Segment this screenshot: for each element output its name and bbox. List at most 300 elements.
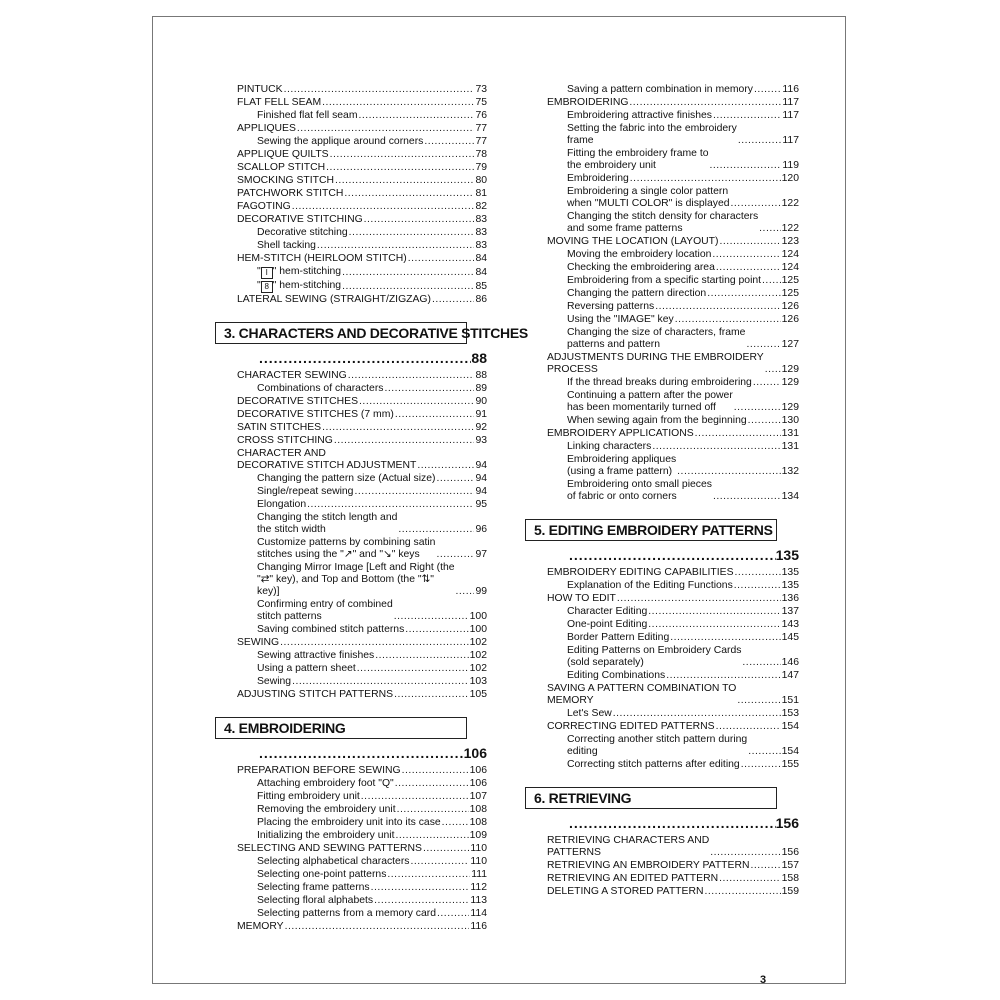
leader-dots — [284, 84, 475, 96]
entry-page-number: 102 — [469, 650, 487, 661]
toc-entry[interactable] — [547, 645, 799, 669]
leader-dots — [397, 804, 469, 816]
leader-dots — [335, 175, 474, 187]
leader-dots — [735, 567, 781, 579]
entry-title — [567, 148, 709, 172]
entry-page-number: 159 — [781, 886, 799, 897]
leader-dots — [292, 676, 469, 688]
leader-dots — [259, 745, 464, 761]
leader-dots — [349, 227, 475, 239]
entry-page-number: 102 — [469, 637, 487, 648]
entry-title: SATIN STITCHES — [237, 422, 322, 433]
entry-title: PREPARATION BEFORE SEWING — [237, 765, 401, 776]
entry-title-line: (sold separately) — [567, 657, 644, 668]
entry-page-number: 126 — [781, 314, 799, 325]
toc-entry[interactable] — [237, 214, 487, 226]
entry-title: Using a pattern sheet — [257, 663, 356, 674]
leader-dots — [677, 466, 780, 478]
entry-page-number: 117 — [782, 135, 799, 146]
entry-page-number: 83 — [475, 214, 487, 225]
toc-entry[interactable] — [547, 173, 799, 185]
entry-title-line: the embroidery unit — [567, 160, 656, 171]
toc-entry[interactable] — [237, 227, 487, 239]
toc-entry[interactable] — [237, 97, 487, 109]
entry-title-line: has been momentarily turned off — [567, 402, 716, 413]
entry-title-line: of fabric or onto corners — [567, 491, 677, 502]
entry-title — [567, 479, 712, 503]
leader-dots — [738, 135, 782, 147]
entry-title: Selecting alphabetical characters — [257, 856, 410, 867]
toc-entry[interactable] — [547, 835, 799, 859]
toc-entry[interactable] — [237, 843, 487, 855]
leader-dots — [387, 869, 470, 881]
entry-title-line: and some frame patterns — [567, 223, 683, 234]
toc-entry[interactable] — [237, 676, 487, 688]
entry-title: MEMORY — [237, 921, 284, 932]
toc-entry[interactable] — [547, 721, 799, 733]
entry-title: CHARACTER SEWING — [237, 370, 347, 381]
entry-page-number: 83 — [475, 240, 487, 251]
entry-page-number: 80 — [475, 175, 487, 186]
toc-group — [547, 835, 799, 898]
toc-entry[interactable] — [237, 486, 487, 498]
leader-dots — [326, 162, 474, 174]
entry-title — [567, 186, 730, 210]
entry-page-number: 132 — [781, 466, 799, 477]
toc-entry[interactable] — [237, 817, 487, 829]
toc-entry[interactable] — [547, 580, 799, 592]
entry-page-number: 102 — [469, 663, 487, 674]
toc-entry[interactable] — [237, 280, 487, 293]
key-icon: 8 — [261, 281, 273, 293]
leader-dots — [741, 759, 781, 771]
entry-page-number: 147 — [781, 670, 799, 681]
toc-entry[interactable] — [237, 201, 487, 213]
entry-title — [567, 390, 733, 414]
toc-entry[interactable] — [547, 759, 799, 771]
toc-entry[interactable] — [237, 804, 487, 816]
entry-title: SMOCKING STITCH — [237, 175, 334, 186]
entry-title: Finished flat fell seam — [257, 110, 358, 121]
toc-entry[interactable] — [547, 211, 799, 235]
toc-entry[interactable] — [237, 370, 487, 382]
entry-title-line: Embroidering a single color pattern — [567, 186, 729, 197]
toc-group — [237, 765, 487, 933]
leader-dots — [695, 428, 781, 440]
entry-page-number: 125 — [781, 275, 799, 286]
entry-title-line: RETRIEVING CHARACTERS AND — [547, 835, 710, 846]
leader-dots — [395, 778, 469, 790]
toc-entry[interactable] — [237, 537, 487, 561]
entry-title-line: Continuing a pattern after the power — [567, 390, 733, 401]
entry-page-number: 131 — [781, 441, 799, 452]
toc-entry[interactable] — [237, 856, 487, 868]
entry-page-number: 108 — [469, 804, 487, 815]
toc-entry[interactable] — [547, 352, 799, 376]
entry-title: Explanation of the Editing Functions — [567, 580, 733, 591]
toc-entry[interactable] — [237, 637, 487, 649]
entry-title — [567, 645, 741, 669]
toc-group — [547, 84, 799, 503]
leader-dots — [719, 236, 780, 248]
entry-title-line: SAVING A PATTERN COMBINATION TO — [547, 683, 737, 694]
entry-page-number: 116 — [470, 921, 487, 932]
leader-dots — [675, 314, 781, 326]
leader-dots — [432, 294, 474, 306]
entry-title: DECORATIVE STITCHES (7 mm) — [237, 409, 394, 420]
entry-page-number: 84 — [475, 267, 487, 278]
entry-title-part: " hem-stitching — [272, 266, 342, 277]
toc-entry[interactable] — [237, 123, 487, 135]
entry-title-line: stitch patterns — [257, 611, 322, 622]
entry-page-number: 92 — [475, 422, 487, 433]
entry-page-number: 110 — [470, 843, 487, 854]
toc-entry[interactable] — [547, 860, 799, 872]
toc-entry[interactable] — [547, 415, 799, 427]
leader-dots — [456, 586, 475, 598]
entry-page-number: 119 — [782, 160, 799, 171]
leader-dots — [652, 441, 780, 453]
toc-entry[interactable] — [237, 110, 487, 122]
entry-title: RETRIEVING AN EDITED PATTERN — [547, 873, 719, 884]
toc-entry[interactable] — [547, 123, 799, 147]
leader-dots — [297, 123, 475, 135]
entry-title: Selecting floral alphabets — [257, 895, 374, 906]
leader-dots — [704, 886, 780, 898]
entry-title — [547, 352, 764, 376]
entry-title-line: (using a frame pattern) — [567, 466, 673, 477]
entry-title-line: Fitting the embroidery frame to — [567, 148, 709, 159]
entry-page-number: 157 — [781, 860, 799, 871]
leader-dots — [754, 84, 781, 96]
entry-title — [547, 683, 736, 707]
toc-entry[interactable] — [237, 266, 487, 279]
leader-dots — [374, 895, 469, 907]
entry-page-number: 106 — [469, 765, 487, 776]
entry-title: Selecting one-point patterns — [257, 869, 387, 880]
toc-entry[interactable] — [237, 253, 487, 265]
entry-page-number: 158 — [781, 873, 799, 884]
entry-page-number: 89 — [475, 383, 487, 394]
entry-title: CORRECTING EDITED PATTERNS — [547, 721, 715, 732]
entry-title: DECORATIVE STITCHES — [237, 396, 359, 407]
toc-entry[interactable] — [237, 512, 487, 536]
leader-dots — [437, 908, 469, 920]
leader-dots — [342, 267, 474, 279]
entry-title-line: CHARACTER AND — [237, 448, 326, 459]
toc-entry[interactable] — [547, 262, 799, 274]
entry-title: Changing the pattern size (Actual size) — [257, 473, 436, 484]
toc-entry[interactable] — [547, 873, 799, 885]
section-heading-5[interactable]: 5. EDITING EMBROIDERY PATTERNS — [525, 519, 777, 541]
page-number: 3 — [760, 974, 767, 986]
entry-title-part: " hem-stitching — [272, 280, 342, 291]
toc-entry[interactable] — [237, 765, 487, 777]
toc-entry[interactable] — [547, 110, 799, 122]
entry-title-line: Embroidering onto small pieces — [567, 479, 712, 490]
toc-entry[interactable] — [237, 689, 487, 701]
entry-page-number: 86 — [475, 294, 487, 305]
toc-entry[interactable] — [237, 895, 487, 907]
toc-entry[interactable] — [547, 97, 799, 109]
toc-entry[interactable] — [237, 663, 487, 675]
toc-entry[interactable] — [237, 448, 487, 472]
leader-dots — [630, 173, 781, 185]
toc-group — [547, 567, 799, 771]
leader-dots — [280, 637, 469, 649]
toc-entry[interactable] — [547, 428, 799, 440]
toc-entry[interactable] — [547, 249, 799, 261]
leader-dots — [364, 214, 475, 226]
leader-dots — [394, 611, 469, 623]
entry-title-line: when "MULTI COLOR" is displayed — [567, 198, 730, 209]
entry-page-number: 151 — [781, 695, 799, 706]
entry-title-line: Correcting another stitch pattern during — [567, 734, 748, 745]
entry-title: FLAT FELL SEAM — [237, 97, 322, 108]
entry-title: Embroidering attractive finishes — [567, 110, 712, 121]
toc-entry[interactable] — [237, 294, 487, 306]
entry-page-number: 103 — [469, 676, 487, 687]
toc-entry[interactable] — [547, 288, 799, 300]
toc-entry[interactable] — [547, 886, 799, 898]
entry-title-line: Embroidering appliques — [567, 454, 677, 465]
leader-dots — [759, 223, 780, 235]
toc-entry[interactable] — [237, 396, 487, 408]
entry-title-line: PROCESS — [547, 364, 598, 375]
entry-title: Embroidering — [567, 173, 629, 184]
entry-title: DECORATIVE STITCHING — [237, 214, 363, 225]
leader-dots — [317, 240, 475, 252]
entry-title: Removing the embroidery unit — [257, 804, 396, 815]
entry-page-number: 100 — [469, 624, 487, 635]
toc-entry[interactable] — [547, 236, 799, 248]
toc-entry[interactable] — [237, 383, 487, 395]
entry-title-line: Setting the fabric into the embroidery — [567, 123, 737, 134]
entry-title: Editing Combinations — [567, 670, 666, 681]
entry-title-line: key)] — [257, 586, 280, 597]
leader-dots — [617, 593, 781, 605]
leader-dots — [411, 856, 470, 868]
leader-dots — [259, 350, 471, 366]
toc-entry[interactable] — [237, 599, 487, 623]
entry-page-number: 117 — [782, 97, 799, 108]
entry-title: APPLIQUE QUILTS — [237, 149, 329, 160]
toc-entry[interactable] — [547, 301, 799, 313]
section-page-number: 135 — [775, 547, 799, 563]
toc-entry[interactable] — [237, 882, 487, 894]
leader-dots — [748, 746, 780, 758]
toc-entry[interactable] — [237, 778, 487, 790]
leader-dots — [354, 486, 474, 498]
leader-dots — [423, 843, 469, 855]
entry-page-number: 76 — [475, 110, 487, 121]
toc-entry[interactable] — [237, 422, 487, 434]
key-icon: I — [261, 267, 273, 279]
leader-dots — [402, 765, 469, 777]
leader-dots — [712, 249, 780, 261]
toc-entry[interactable] — [547, 619, 799, 631]
entry-page-number: 155 — [781, 759, 799, 770]
toc-entry[interactable] — [547, 708, 799, 720]
toc-entry[interactable] — [547, 186, 799, 210]
entry-page-number: 96 — [475, 524, 487, 535]
entry-title: Using the "IMAGE" key — [567, 314, 674, 325]
toc-entry[interactable] — [547, 567, 799, 579]
toc-entry[interactable] — [237, 162, 487, 174]
entry-title-line: stitches using the "↗" and "↘" keys — [257, 549, 420, 560]
section-heading-4[interactable]: 4. EMBROIDERING — [215, 717, 467, 739]
toc-entry[interactable] — [547, 683, 799, 707]
leader-dots — [710, 847, 780, 859]
toc-entry[interactable] — [237, 435, 487, 447]
entry-page-number: 123 — [781, 236, 799, 247]
entry-title-line: Customize patterns by combining satin — [257, 537, 436, 548]
entry-title-part: " — [257, 280, 261, 291]
entry-title: Correcting stitch patterns after editing — [567, 759, 740, 770]
toc-entry[interactable] — [237, 175, 487, 187]
leader-dots — [361, 791, 469, 803]
entry-page-number: 129 — [781, 364, 799, 375]
leader-dots — [417, 460, 474, 472]
toc-entry[interactable] — [237, 84, 487, 96]
toc-entry[interactable] — [547, 606, 799, 618]
entry-page-number: 146 — [781, 657, 799, 668]
entry-title: Embroidering from a specific starting point — [567, 275, 762, 286]
entry-page-number: 81 — [475, 188, 487, 199]
entry-title: FAGOTING — [237, 201, 291, 212]
toc-entry[interactable] — [237, 240, 487, 252]
leader-dots — [666, 670, 780, 682]
leader-dots — [742, 657, 780, 669]
entry-page-number: 143 — [781, 619, 799, 630]
toc-entry[interactable] — [547, 593, 799, 605]
leader-dots — [334, 435, 475, 447]
entry-title — [257, 537, 435, 561]
toc-entry[interactable] — [237, 188, 487, 200]
entry-title-line: Changing the stitch density for characters — [567, 211, 759, 222]
leader-dots — [436, 473, 474, 485]
entry-page-number: 107 — [469, 791, 487, 802]
toc-entry[interactable] — [547, 314, 799, 326]
toc-entry[interactable] — [237, 921, 487, 933]
leader-dots — [348, 370, 475, 382]
entry-title: Reversing patterns — [567, 301, 655, 312]
leader-dots — [307, 499, 474, 511]
entry-title: Single/repeat sewing — [257, 486, 354, 497]
toc-entry[interactable] — [547, 390, 799, 414]
entry-title-line: Changing the stitch length and — [257, 512, 398, 523]
entry-title — [547, 835, 709, 859]
section-page-number: 156 — [775, 815, 799, 831]
entry-page-number: 91 — [475, 409, 487, 420]
entry-page-number: 135 — [781, 580, 799, 591]
toc-entry[interactable] — [547, 632, 799, 644]
entry-title: HEM-STITCH (HEIRLOOM STITCH) — [237, 253, 407, 264]
toc-entry[interactable] — [547, 377, 799, 389]
entry-title-line: the stitch width — [257, 524, 326, 535]
entry-page-number: 75 — [475, 97, 487, 108]
toc-entry[interactable] — [237, 650, 487, 662]
entry-title — [567, 211, 758, 235]
toc-entry[interactable] — [237, 624, 487, 636]
section-heading-3[interactable]: 3. CHARACTERS AND DECORATIVE STITCHES — [215, 322, 467, 344]
leader-dots — [719, 873, 781, 885]
entry-page-number: 125 — [781, 288, 799, 299]
entry-title: Selecting patterns from a memory card — [257, 908, 437, 919]
leader-dots — [734, 580, 781, 592]
leader-dots — [330, 149, 475, 161]
toc-entry[interactable] — [547, 275, 799, 287]
toc-entry[interactable] — [547, 670, 799, 682]
entry-title-line: Editing Patterns on Embroidery Cards — [567, 645, 742, 656]
entry-title: SCALLOP STITCH — [237, 162, 326, 173]
section-page-5 — [547, 547, 799, 563]
toc-entry[interactable] — [237, 499, 487, 511]
leader-dots — [285, 921, 470, 933]
entry-page-number: 90 — [475, 396, 487, 407]
leader-dots — [713, 491, 781, 503]
leader-dots — [707, 288, 780, 300]
toc-entry[interactable] — [547, 84, 799, 96]
toc-entry[interactable] — [237, 409, 487, 421]
toc-entry[interactable] — [547, 441, 799, 453]
entry-page-number: 137 — [781, 606, 799, 617]
toc-entry[interactable] — [547, 148, 799, 172]
toc-entry[interactable] — [237, 473, 487, 485]
leader-dots — [424, 136, 474, 148]
entry-title: Selecting frame patterns — [257, 882, 370, 893]
entry-title: DELETING A STORED PATTERN — [547, 886, 704, 897]
toc-entry[interactable] — [237, 908, 487, 920]
entry-page-number: 95 — [475, 499, 487, 510]
entry-title: Shell tacking — [257, 240, 316, 251]
entry-page-number: 114 — [470, 908, 487, 919]
leader-dots — [765, 364, 781, 376]
entry-title-line: Changing Mirror Image [Left and Right (the — [257, 562, 455, 573]
toc-entry[interactable] — [237, 149, 487, 161]
entry-page-number: 100 — [469, 611, 487, 622]
section-page-3 — [237, 350, 487, 366]
section-page-6 — [547, 815, 799, 831]
toc-entry[interactable] — [237, 136, 487, 148]
entry-page-number: 145 — [781, 632, 799, 643]
toc-entry[interactable] — [547, 479, 799, 503]
entry-page-number: 111 — [471, 869, 487, 880]
toc-entry[interactable] — [547, 454, 799, 478]
entry-title: Combinations of characters — [257, 383, 384, 394]
toc-entry[interactable] — [547, 327, 799, 351]
toc-entry[interactable] — [237, 791, 487, 803]
entry-page-number: 78 — [475, 149, 487, 160]
toc-group — [237, 84, 487, 306]
entry-page-number: 97 — [475, 549, 487, 560]
toc-left-column — [224, 84, 528, 934]
entry-title-line: ADJUSTMENTS DURING THE EMBROIDERY — [547, 352, 764, 363]
section-page-number: 106 — [463, 745, 487, 761]
section-heading-6[interactable]: 6. RETRIEVING — [525, 787, 777, 809]
entry-page-number: 134 — [781, 491, 799, 502]
toc-entry[interactable] — [237, 830, 487, 842]
entry-title — [257, 599, 393, 623]
toc-entry[interactable] — [237, 562, 487, 598]
entry-title: APPLIQUES — [237, 123, 296, 134]
leader-dots — [648, 619, 780, 631]
toc-entry[interactable] — [237, 869, 487, 881]
leader-dots — [322, 422, 474, 434]
entry-title: Initializing the embroidery unit — [257, 830, 395, 841]
toc-entry[interactable] — [547, 734, 799, 758]
entry-page-number: 94 — [475, 486, 487, 497]
